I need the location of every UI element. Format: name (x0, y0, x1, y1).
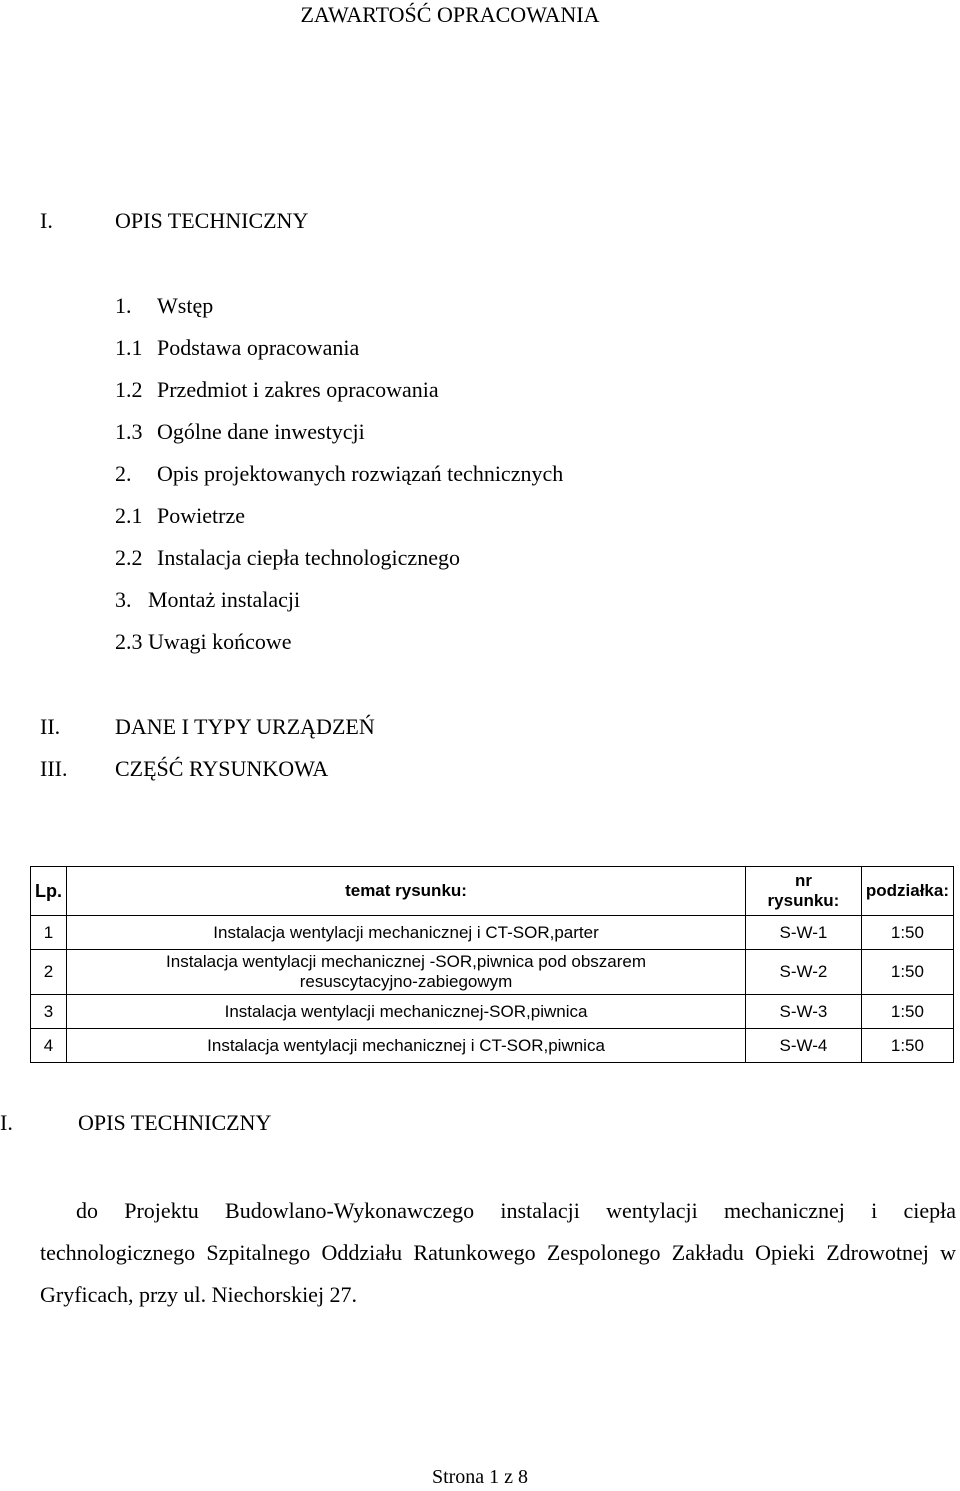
table-row (31, 1029, 954, 1063)
toc-item-label: Powietrze (157, 503, 245, 528)
cell-number: S-W-2 (746, 950, 862, 995)
toc-section3-title: CZĘŚĆ RYSUNKOWA (115, 756, 329, 781)
toc-item-num: 1.1 (115, 335, 143, 360)
table-row (31, 916, 954, 950)
cell-scale: 1:50 (861, 916, 953, 950)
toc-item-label: Ogólne dane inwestycji (157, 419, 365, 444)
toc-section2-num: II. (40, 714, 61, 739)
cell-lp: 1 (31, 916, 67, 950)
document-title: ZAWARTOŚĆ OPRACOWANIA (300, 2, 600, 27)
cell-topic: Instalacja wentylacji mechanicznej i CT-SOR,piwnica (67, 1029, 746, 1063)
cell-lp: 3 (31, 995, 67, 1029)
cell-topic-line2: resuscytacyjno-zabiegowym (299, 972, 513, 991)
page-footer: Strona 1 z 8 (431, 1466, 529, 1488)
cell-number: S-W-4 (746, 1029, 862, 1063)
header-lp: Lp. (31, 867, 67, 916)
toc-item-num: 2.2 (115, 545, 143, 570)
toc-item-label: Przedmiot i zakres opracowania (157, 377, 439, 402)
toc-item-label: Montaż instalacji (148, 587, 301, 612)
toc-section3-num: III. (40, 756, 68, 781)
header-topic: temat rysunku: (67, 867, 746, 916)
toc-item-label: Uwagi końcowe (148, 629, 292, 654)
header-number-line1: nr (794, 871, 812, 890)
toc-item-label: Opis projektowanych rozwiązań technicznych (157, 461, 564, 486)
toc-item-num: 2. (115, 461, 132, 486)
cell-topic: Instalacja wentylacji mechanicznej-SOR,piwnica (67, 995, 746, 1029)
cell-lp: 4 (31, 1029, 67, 1063)
toc-item-label: Wstęp (157, 293, 214, 318)
toc-section1-title: OPIS TECHNICZNY (115, 208, 309, 233)
table-header-row (31, 867, 954, 916)
drawings-table (30, 866, 954, 1063)
header-number-line2: rysunku: (767, 891, 840, 910)
cell-lp: 2 (31, 950, 67, 995)
toc-item-num: 3. (115, 587, 132, 612)
toc-item-num: 1.2 (115, 377, 143, 402)
cell-topic-line1: Instalacja wentylacji mechanicznej -SOR,piwnica pod obszarem (166, 952, 647, 971)
header-scale: podziałka: (861, 867, 953, 916)
cell-scale: 1:50 (861, 1029, 953, 1063)
cell-topic (67, 950, 746, 995)
body-section-num: I. (0, 1110, 13, 1135)
table-row (31, 995, 954, 1029)
toc-item-num: 2.3 (115, 629, 143, 654)
cell-scale: 1:50 (861, 995, 953, 1029)
cell-number: S-W-3 (746, 995, 862, 1029)
toc-item-num: 1. (115, 293, 132, 318)
table-row (31, 950, 954, 995)
body-paragraph: do Projektu Budowlano-Wykonawczego instalacji wentylacji mechanicznej i ciepła technologicznego Szpitalnego Oddziału Ratunkowego Zespolonego Zakładu Opieki Zdrowotnej w Gryficach, przy ul. Niechorskiej 27. (40, 1198, 956, 1307)
toc-item-label: Instalacja ciepła technologicznego (157, 545, 460, 570)
toc-item-num: 1.3 (115, 419, 143, 444)
toc-item-num: 2.1 (115, 503, 143, 528)
cell-topic: Instalacja wentylacji mechanicznej i CT-SOR,parter (67, 916, 746, 950)
header-number (746, 867, 862, 916)
toc-section1-num: I. (40, 208, 53, 233)
body-section-title: OPIS TECHNICZNY (78, 1110, 272, 1135)
cell-scale: 1:50 (861, 950, 953, 995)
toc-section2-title: DANE I TYPY URZĄDZEŃ (115, 714, 375, 739)
toc-item-label: Podstawa opracowania (157, 335, 360, 360)
cell-number: S-W-1 (746, 916, 862, 950)
